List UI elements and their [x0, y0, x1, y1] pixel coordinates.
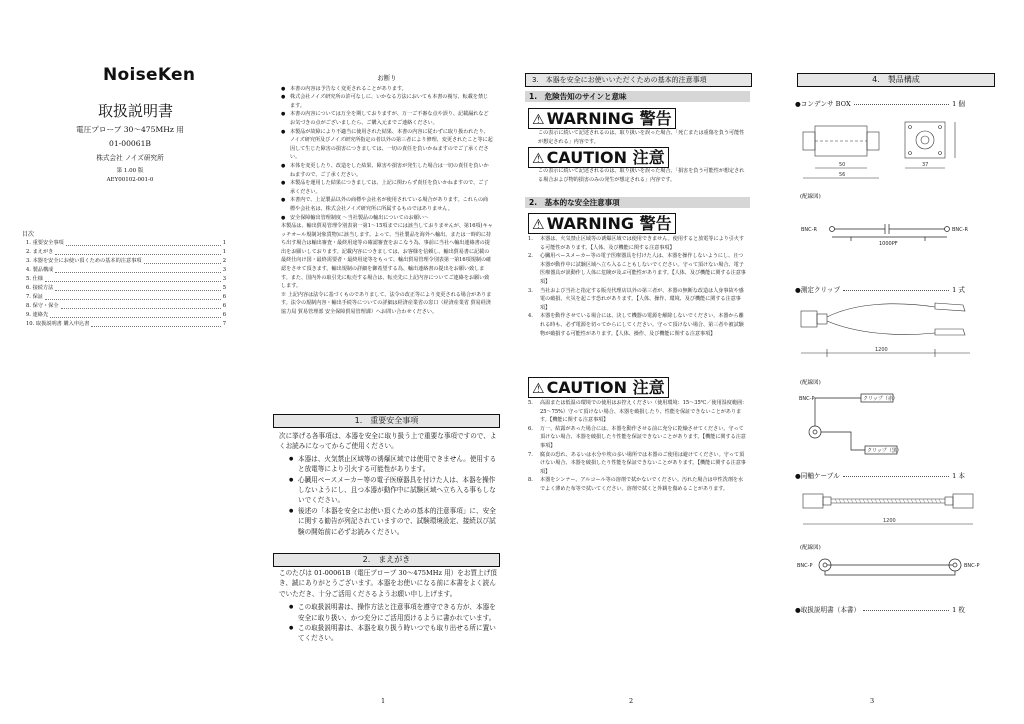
- item-number: 6.: [528, 425, 533, 432]
- notice-item: ● 安全保障輸出管理制度 〜当社製品の輸出についてのお願い〜: [281, 214, 493, 223]
- item-text: 心臓用ペースメーカー等の電子医療器具を付けた人は、本器を操作しないようにし、且つ本器が動作中に試験区域へ立ち入ることもしないでください。守って頂けない場合、電子医療器具が誤動作し人体に危険が及ぶ可能性があります。【人体、及び機能に関する注意事項】: [540, 253, 746, 285]
- toc-entry: [26, 275, 226, 284]
- component-label: ●同軸ケーブル: [795, 472, 840, 480]
- caution-sign-2: [528, 377, 669, 398]
- doc-code: AEY00102-001-0: [106, 177, 154, 183]
- title-block: [70, 124, 190, 184]
- section-1-intro: 次に挙げる各事項は、本器を安全に取り扱う上で重要な事項ですので、よくお読みになってからご使用ください。: [279, 432, 497, 451]
- measuring-clip-drawing: [795, 293, 995, 375]
- wiring-label: (配線図): [800, 194, 821, 200]
- component-qty: 1 式: [952, 286, 965, 294]
- item-number: 2.: [528, 253, 533, 260]
- model-number: 01-00061B: [109, 139, 151, 148]
- capacitor-box-drawing: [795, 108, 995, 190]
- warning-label: WARNING 警告: [546, 214, 672, 233]
- warning-items: [528, 235, 748, 338]
- component-qty: 1 枚: [952, 606, 965, 614]
- item-number: 4.: [528, 313, 533, 320]
- clip-length: 1200: [875, 347, 888, 353]
- numbered-item: [528, 235, 748, 252]
- toc-leader: [50, 311, 221, 318]
- component-capacitor-box: [795, 98, 965, 108]
- clip-wiring-diagram: [795, 388, 995, 464]
- numbered-item: [528, 399, 748, 425]
- toc-entry: [26, 311, 226, 320]
- company-name: 株式会社 ノイズ研究所: [96, 154, 164, 162]
- notice-item: ● 本製品を運用した結果につきましては、上記に関わらず責任を負いかねますので、ご了承ください。: [281, 179, 493, 196]
- notice-item: ● 本製品が故障により不適当に使用された結果、本書の内容に従わずに取り扱われたり、ノイズ研究所及びノイズ研究所指定の者以外の第三者により修理、変更されたこと等に起因して生じた障害の損害につきましては、一切の責任を負いかねますのでご了承ください。: [281, 128, 493, 162]
- section-1-body: [279, 431, 497, 537]
- section-4-heading: 4. 製品構成: [797, 73, 995, 87]
- cable-length: 1200: [883, 518, 896, 524]
- manual-title: 取扱説明書: [98, 102, 174, 120]
- caution-label: CAUTION 注意: [546, 378, 665, 397]
- toc-entry-label: 10. 取扱説明書 購入申込書: [26, 321, 90, 327]
- component-qty: 1 本: [952, 472, 965, 480]
- component-label: ●取扱説明書（本書）: [795, 606, 861, 614]
- section-2-body: [279, 568, 497, 644]
- safety-item: ● 心臓用ペースメーカー等の電子医療器具を付けた人は、本器を操作しないようにし、且つ本器が動作中に試験区域へ立ち入る事もしないでください。: [289, 475, 497, 506]
- toc-title: 目次: [22, 231, 35, 238]
- notice-item: ● 本書の内容については万全を期しておりますが、万一ご不審な点や誤り、記載漏れなどお気づきの点がございましたら、ご購入元までご連絡ください。: [281, 110, 493, 127]
- notice-item: ● 株式会社ノイズ研究所の許可なしに、いかなる方法においても本書の複写、転載を禁じます。: [281, 93, 493, 110]
- component-label: ●コンデンサ BOX: [795, 100, 851, 108]
- component-coax-cable: [795, 470, 965, 480]
- caution-sign: [528, 147, 669, 168]
- item-number: 3.: [528, 287, 533, 294]
- company-logo: NoiseKen: [103, 65, 196, 85]
- toc-entry-label: 7. 保証: [26, 294, 43, 300]
- toc-entry-label: 4. 製品構成: [26, 267, 54, 273]
- numbered-item: [528, 425, 748, 451]
- bnc-p-left-label: BNC-P: [797, 563, 813, 569]
- section-3-heading: 3. 本器を安全にお使いいただくための基本的注意事項: [525, 73, 752, 87]
- toc-entry-page: 3: [222, 267, 226, 273]
- notice-note: ※ 上記内容は法令に基づくものでありまして、法令の改正等により変更される場合があります。法令の規制内容・輸出手続等についての詳細は経済産業省の窓口（経済産業省 貿易経済協力局 貿易管理部 安全保障貿易管理課）へお問い合わせください。: [281, 291, 492, 316]
- component-manual: [795, 604, 965, 614]
- toc-entry: [26, 284, 226, 293]
- toc-leader: [45, 275, 221, 282]
- toc-entry-page: 7: [222, 321, 226, 327]
- caution-description: この表示に続いて記述されるのは、取り扱いを誤った場合、「損害を負う可能性が想定される場合および物的損害のみの発生が想定される」内容です。: [538, 168, 745, 183]
- warning-sign: [528, 108, 676, 129]
- notice-item: ● 本書の内容は予告なく変更されることがあります。: [281, 85, 493, 94]
- toc-leader: [55, 248, 220, 255]
- preface-item: ● この取扱説明書は、操作方法と注意事項を遵守できる方が、本器を安全に取り扱い、かつ充分にご活用頂けるように書かれています。: [289, 602, 497, 623]
- bnc-p-right-label: BNC-P: [964, 563, 980, 569]
- item-number: 8.: [528, 477, 533, 484]
- item-text: 本器を動作させている場合には、決して機器の電源を解除しないでください。本器から離れる時も、必ず電源を切ってからにしてください。守って頂けない場合、第三者や被試験物が破損する可能性があります。【人体、操作、及び機能に関する注意事項】: [540, 313, 744, 337]
- section-1-heading: 1. 重要安全事項: [273, 414, 500, 428]
- caution-triangle-icon: ⚠: [532, 381, 545, 397]
- toc-leader: [66, 239, 221, 246]
- toc-entry-page: 6: [222, 303, 226, 309]
- toc-entry-page: 5: [222, 285, 226, 291]
- toc-entry-label: 6. 接続方法: [26, 285, 54, 291]
- numbered-item: [528, 287, 748, 313]
- safety-item: ● 後述の「本器を安全にお使い頂くための基本的注意事項」に、安全に関する勧告が列記されていますので、試験環境設定、接続以び試験の開始前に必ずお読みください。: [289, 506, 497, 537]
- numbered-item: [528, 252, 748, 286]
- toc-leader: [45, 293, 221, 300]
- warning-triangle-icon: ⚠: [532, 112, 545, 128]
- toc-leader: [144, 257, 221, 264]
- item-text: 本器は、火気禁止区域等の诱爆区域では使用できません。使用すると放電等により引火する可能性があります。【人体、及び機能に関する注意事項】: [540, 236, 745, 251]
- dim-a: 50: [839, 162, 846, 168]
- page-number: 1: [381, 697, 386, 705]
- item-text: 当社および当社と指定する販売代理店以外の第三者が、本器の無断な改造は人身事故や感電の破損、火災を起こす恐れがあります。【人体、操作、環境、及び機能に関する注意事項】: [540, 287, 744, 311]
- clip-black-label: クリップ（黒）: [867, 448, 902, 454]
- toc-entry-page: 3: [222, 276, 226, 282]
- notice-title: お断り: [377, 74, 397, 82]
- bnc-r-right-label: BNC-R: [952, 227, 968, 233]
- toc-leader: [91, 320, 220, 327]
- toc-entry-label: 8. 保守・保全: [26, 303, 59, 309]
- section-2-heading: 2. まえがき: [273, 553, 500, 567]
- toc-entry: [26, 302, 226, 311]
- toc-entry-label: 1. 重要安全事項: [26, 240, 64, 246]
- preface-item: ● この取扱説明書は、本器を取り扱う時いつでも取り出せる所に置いてください。: [289, 623, 497, 644]
- notice-section: [281, 74, 493, 317]
- toc-entry-label: 5. 仕様: [26, 276, 43, 282]
- wiring-label: (配線図): [800, 380, 821, 386]
- toc-entry: [26, 320, 226, 329]
- dim-c: 37: [922, 162, 929, 168]
- subsection-1-heading: 1. 危険告知のサインと意味: [525, 91, 750, 102]
- caution-items: [528, 399, 748, 494]
- product-name: 電圧プローブ 30～475MHz 用: [76, 125, 184, 134]
- numbered-item: [528, 312, 748, 338]
- item-text: 万一、結露があった場合には、本器を動作させる前に充分に乾燥させてください。守って頂けない場合、本器を破損したり性能を保証できないことがあります。【機能に関する注意事項】: [540, 425, 746, 449]
- edition: 第 1.00 版: [116, 168, 144, 174]
- notice-item: ● 本体を変更したり、改造をした結果、障害や損害が発生した場合は一切の責任を負いかねますので、ご了承ください。: [281, 162, 493, 179]
- toc-leader: [61, 302, 221, 309]
- toc-entry-page: 1: [222, 249, 226, 255]
- safety-item: ● 本器は、火気禁止区域等の诱爆区域では使用できません。使用すると放電等により引火する可能性があります。: [289, 454, 497, 475]
- warning-sign-2: [528, 213, 676, 234]
- capacitor-value: 1000PF: [879, 241, 898, 247]
- coax-cable-drawing: [795, 480, 995, 536]
- bnc-r-left-label: BNC-R: [801, 227, 817, 233]
- toc-entry-page: 6: [222, 312, 226, 318]
- page-number: 2: [629, 697, 634, 705]
- toc-leader: [55, 284, 220, 291]
- toc-entry: [26, 257, 226, 266]
- toc-entry: [26, 239, 226, 248]
- toc-entry: [26, 293, 226, 302]
- warning-label: WARNING 警告: [546, 109, 672, 128]
- numbered-item: [528, 451, 748, 477]
- item-number: 7.: [528, 451, 533, 458]
- toc-entry: [26, 266, 226, 275]
- item-text: 腐食の恐れ、あるいは水分や埃の多い場所では本器のご使用は避けてください。守って頂けない場合、本器を破損したり性能を保証できないことがあります。【機能に関する注意事項】: [540, 451, 746, 475]
- item-number: 1.: [528, 236, 533, 242]
- toc-entry-page: 6: [222, 294, 226, 300]
- notice-paragraph: 本製品は、輸出貿易管理令別表第一第1～15項までには該当しておりませんが、第16項(キャッチオール規制対象貨物)に該当します。よって、当社製品を海外へ輸出、または一時的に持ち出す場合は輸出審査・最終用途等の確認審査をおこなう為、事前に当社へ輸出連絡書の提出をお願いしております。記載内容につきましては、お客様を信頼し、輸出貿易書に記載の最終仕向け国・最終需要者・最終用途等をもって、輸出貿易管理令別表第一第16項規制の確認をさせて頂きます。輸出規制の詳細を御希望する為、輸出連絡書の提出をお願い致します。また、国内外の取引先に転売する場合は、転売先に上記内容についてご連絡をお願い致します。: [281, 223, 493, 290]
- component-qty: 1 個: [952, 100, 965, 108]
- notice-item: ● 本書内で、上記製品以外の商標や会社名が使用されている場合があります。これらの商標や会社名は、株式会社ノイズ研究所に所属するものではありません。: [281, 196, 493, 213]
- item-text: 高温または低温の環境での使用はお控えください（使用環境：15～35℃／使用湿度範囲：25～75%）守って頂けない場合、本器を破損したり、性能を保証できないことがあります。【機能に関する注意事項】: [540, 400, 748, 424]
- section-2-intro: このたびは 01-00061B（電圧プローブ 30～475MHz 用）をお買上げ頂き、誠にありがとうございます。本器をお使いになる前に本書をよく読んでいただき、十分ご活用くださるようお願い申し上げます。: [279, 569, 497, 598]
- numbered-item: [528, 476, 748, 493]
- toc-entry-page: 2: [222, 258, 226, 264]
- warning-description: この表示に続いて記述されるのは、取り扱いを誤った場合、「死亡または重傷を負う可能性が想定される」内容です。: [538, 130, 745, 145]
- toc-entry-label: 3. 本器を安全にお使い頂くための基本的注意事項: [26, 258, 142, 264]
- toc-leader: [55, 266, 220, 273]
- wiring-label: (配線図): [800, 545, 821, 551]
- clip-red-label: クリップ（赤）: [863, 396, 898, 402]
- component-label: ●測定クリップ: [795, 286, 841, 294]
- bnc-p-label: BNC-P: [799, 396, 815, 402]
- toc-entry: [26, 248, 226, 257]
- toc-entry-label: 9. 連絡先: [26, 312, 49, 318]
- coax-wiring-diagram: [795, 553, 995, 583]
- page-number: 3: [870, 697, 875, 705]
- toc-entry-page: 1: [222, 240, 226, 246]
- capacitor-wiring-diagram: [795, 215, 995, 255]
- table-of-contents: [22, 230, 226, 329]
- dim-b: 56: [839, 172, 846, 178]
- caution-triangle-icon: ⚠: [532, 151, 545, 167]
- toc-entry-label: 2. まえがき: [26, 249, 54, 255]
- subsection-2-heading: 2. 基本的な安全注意事項: [525, 197, 750, 208]
- item-number: 5.: [528, 400, 533, 406]
- caution-label: CAUTION 注意: [546, 148, 665, 167]
- item-text: 本器をシンナー、アルコール等の溶剤で拭かないでください。汚れた場合は中性洗剤を水でよく薄めた布等で拭いてください。溶剤で拭くと外観を傷めることがあります。: [540, 477, 744, 492]
- warning-triangle-icon: ⚠: [532, 217, 545, 233]
